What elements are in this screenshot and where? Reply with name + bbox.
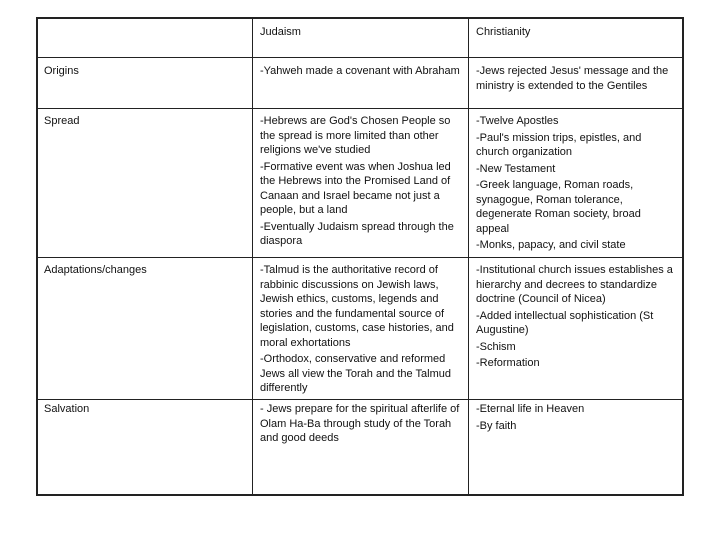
list-item: -By faith: [476, 419, 517, 432]
origins-christianity: [476, 64, 676, 95]
origins-judaism: [260, 64, 465, 81]
adaptations-christianity: [476, 263, 676, 373]
row-label-salvation: Salvation: [44, 403, 90, 415]
header-judaism: Judaism: [260, 26, 301, 38]
adaptations-judaism: [260, 263, 465, 398]
row-divider: [38, 57, 682, 58]
row-divider: [38, 399, 682, 400]
list-item: -Monks, papacy, and civil state: [476, 239, 626, 251]
list-item: -Eternal life in Heaven: [476, 403, 585, 415]
list-item: -Eventually Judaism spread through the diaspora: [260, 220, 454, 247]
list-item: -Talmud is the authoritative record of rabbinic discussions on Jewish laws, Jewish ethics, customs, legends and stories and the fundamental source of legislation, customs, case histories, and moral exhortations: [260, 264, 454, 349]
spread-christianity: [476, 114, 676, 255]
list-item: -Paul's mission trips, epistles, and church organization: [476, 131, 642, 158]
list-item: -Orthodox, conservative and reformed Jews all view the Torah and the Talmud differently: [260, 353, 451, 394]
salvation-judaism: [260, 402, 465, 448]
list-item: -Twelve Apostles: [476, 115, 559, 127]
list-item: -Greek language, Roman roads, synagogue, Roman tolerance, degenerate Roman society, broad appeal: [476, 179, 641, 235]
spread-judaism: [260, 114, 465, 251]
row-divider: [38, 108, 682, 109]
column-divider: [252, 19, 253, 494]
row-label-origins: Origins: [44, 65, 79, 77]
column-divider: [468, 19, 469, 494]
list-item: -Hebrews are God's Chosen People so the spread is more limited than other religions we've studied: [260, 115, 451, 156]
row-label-adaptations: Adaptations/changes: [44, 264, 147, 276]
comparison-table: [36, 17, 684, 496]
list-item: - Jews prepare for the spiritual afterlife of Olam Ha-Ba through study of the Torah and good deeds: [260, 403, 460, 444]
list-item: -Added intellectual sophistication (St Augustine): [476, 309, 654, 336]
list-item: -Schism: [476, 340, 516, 353]
list-item: -Formative event was when Joshua led the Hebrews into the Promised Land of Canaan and Israel became not just a people, but a land: [260, 160, 451, 216]
row-label-spread: Spread: [44, 115, 80, 127]
list-item: -Yahweh made a covenant with Abraham: [260, 65, 460, 77]
salvation-christianity: [476, 402, 676, 435]
list-item: -Jews rejected Jesus' message and the ministry is extended to the Gentiles: [476, 65, 669, 92]
list-item: -New Testament: [476, 162, 556, 175]
list-item: -Institutional church issues establishes a hierarchy and decrees to standardize doctrine (Council of Nicea): [476, 264, 673, 305]
list-item: -Reformation: [476, 357, 540, 369]
header-christianity: Christianity: [476, 26, 531, 38]
row-divider: [38, 257, 682, 258]
